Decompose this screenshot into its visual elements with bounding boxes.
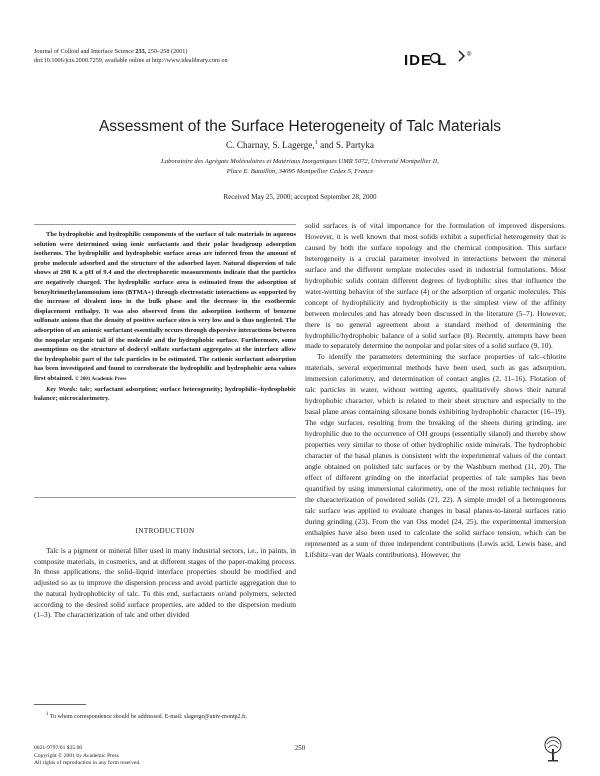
journal-doi: doi:10.1006/jcis.2000.7259, available online at http://www.idealibrary.com on	[34, 57, 228, 64]
svg-text:IDE L: IDE L	[404, 52, 448, 69]
footnote-mark[interactable]: 1	[314, 140, 318, 146]
paragraph: To identify the parameters determining the surface properties of talc–chlorite materials, several experimental methods have been used, such as gas adsorption, immersion calorimetry, and determination of contact angles (2, 11–16). Flotation of talc particles in water, without wetting agents, qualitatively shows their natural hydrophobic character, which is related to their sheet structure and especially to the basal plane areas containing siloxane bonds exhibiting hydrophobic character (16–19). The edge surfaces, resulting from the breaking of the sheets during grinding, are hydrophilic due to the occurrence of OH groups (essentially silanol) and thereby show properties very similar to those of other hydrophilic oxide minerals. The hydrophobic character of the basal planes is consistent with the experimental values of the contact angle obtained on polished talc surfaces or by the Washburn method (11, 20). The effect of different grinding on the interfacial properties of talc samples has been quantified by using immersional calorimetry, one of the most reliable techniques for the characterization of powdered solids (21, 22). A simple model of a heterogeneous talc surface was applied to evaluate changes in basal planes-to-lateral surfaces ratio during grinding (23). From the van Oss model (24, 25), the experimental immersion enthalpies have also been used to calculate the solid surface tension, which can be represented as a sum of three independent contributions (Lewis acid, Lewis base, and Lifshitz–van der Waals contributions). However, the	[305, 352, 566, 559]
elsevier-tree-icon	[542, 735, 564, 763]
journal-citation: Journal of Colloid and Interface Science 233, 250–258 (2001)	[34, 48, 188, 55]
abstract-top-rule	[34, 224, 296, 225]
abstract-body: The hydrophobic and hydrophilic components of the surface of talc materials in aqueous solution were determined using ionic surfactants and their polar headgroup adsorption isotherms. The hydrophilic and hydrophobic surface areas are inferred from the amount of probe molecule adsorbed and the structure of the adsorbed layer. Natural dispersion of talc shows at 298 K a pH of 9.4 and the electrophoretic measurements indicate that the particles are negatively charged. The hydrophilic surface area is estimated from the adsorption of benzyltrimethylammonium ions (BTMA+) through electrostatic interactions as supported by the increase of divalent ions in the bulk phase and the decrease in the exothermic displacement enthalpy. It was also observed from the adsorption isotherm of benzene sulfonate anions that the density of positive surface sites is very low and is thus neglected. The adsorption of an anionic surfactant essentially occurs through dispersive interactions between the nonpolar organic tail of the molecule and the hydrophobic surface. Furthermore, some assumptions on the structure of dodecyl sulfate surfactant aggregates at the interface allow the hydrophobic part of the talc particles to be estimated. The cationic surfactant adsorption has been investigated and found to corroborate the hydrophilic and hydrophobic area values first obtained. © 2001 Academic Press	[34, 231, 296, 382]
footnote-rule	[34, 704, 86, 705]
footnote: $^1$ To whom correspondence should be addressed. E-mail: slagerge@univ-montp2.fr.	[46, 712, 248, 720]
abstract	[34, 230, 296, 404]
abstract-copyright: © 2001 Academic Press	[74, 375, 127, 382]
affiliation: Laboratoire des Agrégats Moléculaires et Matériaux Inorganiques UMR 5072, Université Montpellier II, Place E. Bataillon, 34095 Montpellier Cedex 5, France	[161, 158, 439, 175]
paragraph: solid surfaces is of vital importance for the formulation of improved dispersions. However, it is well known that most solids exhibit a superficial heterogeneity that is caused by both the surface topology and the chemical composition. This surface heterogeneity is a crucial parameter involved in interactions between the mineral surface and the different template molecules used in industrial formulations. Most hydrophobic solids contain different degrees of hydrophilic sites that influence the water-wetting behavior of the surface (4) or the adsorption of organic molecules. This concept of hydrophilicity and hydrophobicity is the simplest view of the affinity between molecules and has already been discussed in the literature (5–7). However, there is no general agreement about a standard method of determining the hydrophilic/hydrophobic balance of a solid surface (8). Recently, attempts have been made to separately determine the nonpolar and polar sites of a solid surface (9, 10).	[305, 221, 566, 351]
author-list: C. Charnay, S. Lagerge,$^1$ and S. Partyka	[225, 140, 375, 152]
introduction-left-column: Talc is a pigment or mineral filler used in many industrial sectors, i.e., in paints, in composite materials, in cosmetics, and at different stages of the paper-making process. In those applications, the solid–liquid interface properties should be modified and adjusted so as to improve the dispersion process and avoid particle aggregation due to the natural hydrophobicity of talc. To this end, surfactants or/and polymers, selected according to the desired solid surface properties, are added to the dispersion medium (1–3). The characterization of talc and other divided	[34, 546, 296, 620]
abstract-bottom-rule	[34, 497, 296, 498]
article-title: Assessment of the Surface Heterogeneity of Talc Materials	[98, 118, 502, 135]
received-dates: Received May 25, 2000; accepted September 28, 2000	[223, 193, 377, 201]
copyright-block: 0021-9797/01 $35.00 Copyright © 2001 by Academic Press All rights of reproduction in any form reserved.	[34, 745, 141, 767]
keywords: Key Words: talc; surfactant adsorption; surface heterogeneity; hydrophilic–hydrophobic balance; microcalorimetry.	[34, 385, 297, 403]
journal-header	[34, 47, 354, 65]
svg-text:®: ®	[467, 52, 472, 58]
page-number: 250	[294, 745, 306, 752]
publisher-logo	[542, 735, 564, 763]
ideal-library-logo-icon	[404, 48, 544, 70]
ideal-logo[interactable]	[404, 48, 544, 70]
right-column	[305, 221, 566, 561]
section-heading-introduction: INTRODUCTION	[135, 527, 195, 535]
